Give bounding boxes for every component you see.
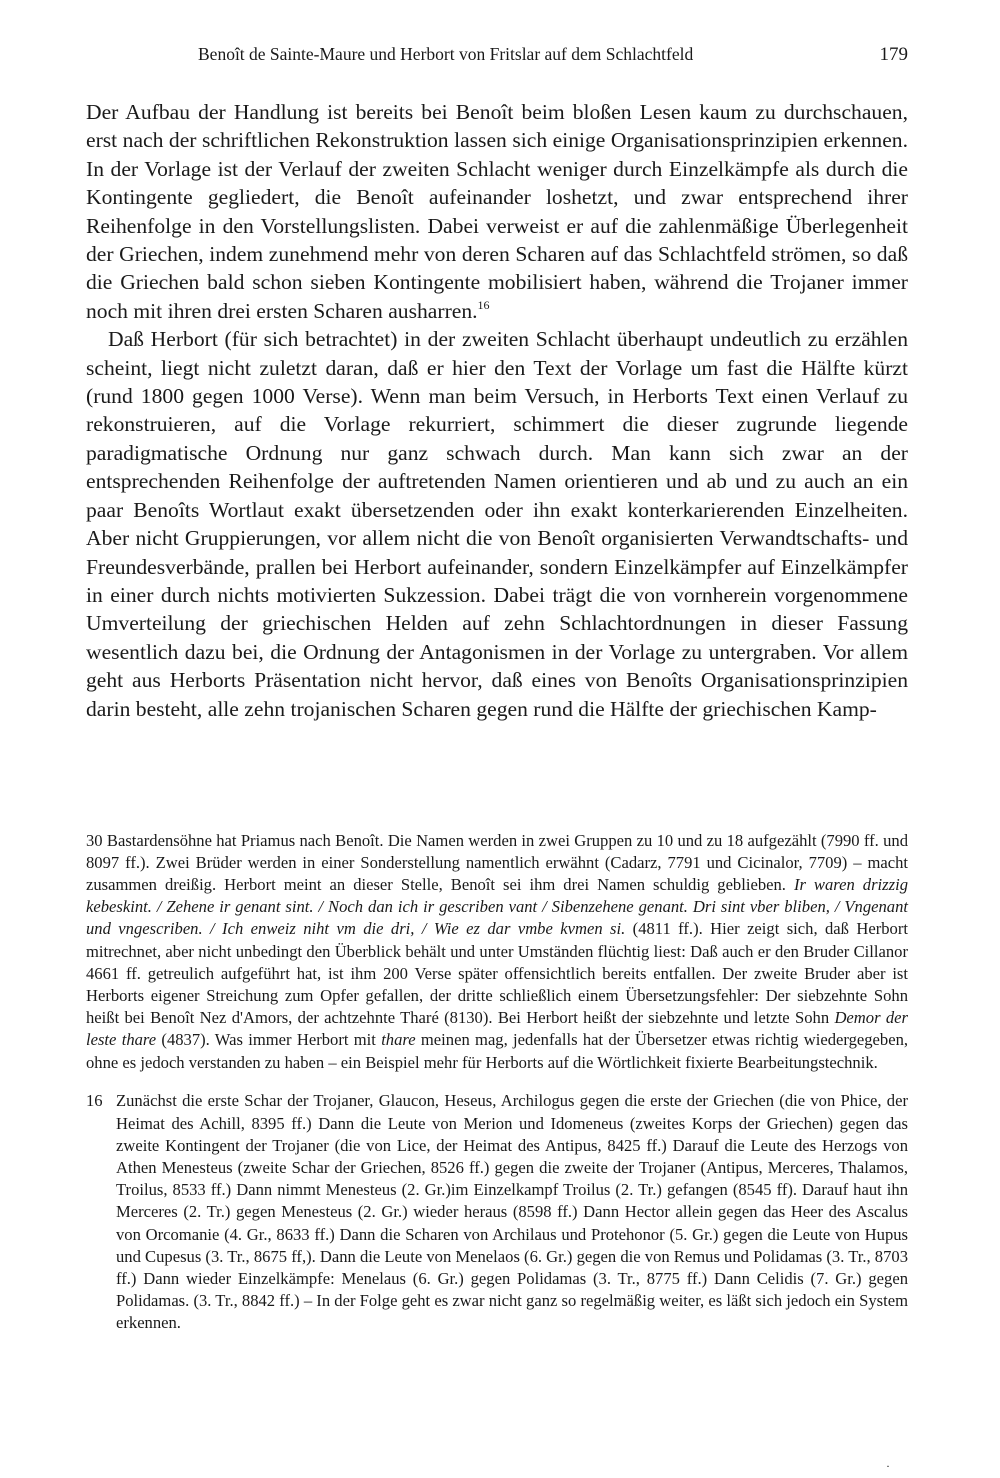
paragraph-2: Daß Herbort (für sich betrachtet) in der zweiten Schlacht überhaupt undeutlich zu erzählen scheint, liegt nicht zuletzt daran, daß er hier den Text der Vorlage um fast die Hälfte kürzt (rund 1800 gegen 1000 Verse). Wenn man beim Versuch, in Herborts Text einen Verlauf zu rekonstruieren, auf die Vorlage rekurriert, schimmert die dieser zugrunde liegende paradigmatische Ordnung nur ganz schwach durch. Man kann sich zwar an der entsprechenden Reihenfolge der auftretenden Namen orientieren und ab und zu auch an ein paar Benoîts Wortlaut exakt übersetzenden oder ihn exakt konterkarierenden Einzelheiten. Aber nicht Gruppierungen, vor allem nicht die von Benoît organisierten Verwandtschafts- und Freundesverbände, prallen bei Herbort aufeinander, sondern Einzelkämpfer auf Einzelkämpfer in einer durch nichts motivierten Sukzession. Dabei trägt die von vornherein vorgenommene Umverteilung der griechischen Helden auf zehn Schlachtordnungen in dieser Fassung wesentlich dazu bei, die Ordnung der Antagonismen in der Vorlage zu untergraben. Vor allem geht aus Herborts Präsentation nicht hervor, daß eines von Benoîts Organisationsprinzipien darin besteht, alle zehn trojanischen Scharen gegen rund die Hälfte der griechischen Kamp- — [86, 327, 908, 721]
footnote-reference: 16 — [477, 297, 490, 312]
footnote-30-quote: Ir waren drizzig kebeskint. / Zehene ir genant sint. / Noch dan ich ir gescriben vant / Sibenzehene genant. Dri sint vber bliben, / Vngenant und vngescriben. / Ich enweiz niht vm die dri, / Wie ez dar vmbe kvmen si. — [86, 875, 908, 939]
footnote-16-text: Zunächst die erste Schar der Trojaner, Glaucon, Heseus, Archilogus gegen die erste der Griechen (die von Phice, der Heimat des Achill, 8395 ff.) Dann die Leute von Merion und Idomeneus (zweites Korps der Griechen) gegen das zweite Kontingent der Trojaner (die von Lice, der Heimat des Antipus, 8425 ff.) Darauf die Leute des Herzogs von Athen Menesteus (zweite Schar der Griechen, 8526 ff.) gegen die zweite der Trojaner (Antipus, Merceres, Thalamos, Troilus, 8533 ff.) Dann nimmt Menesteus (2. Gr.)im Einzelkampf Troilus (2. Tr.) gefangen (8545 ff). Darauf haut ihn Merceres (2. Tr.) gegen Menesteus (2. Gr.) wieder heraus (8598 ff.) Dann Hector allein gegen das Heer des Ascalus von Orcomanie (4. Gr., 8633 ff.) Dann die Scharen von Archilaus und Protehonor (5. Gr.) gegen die Leute von Hupus und Cupesus (3. Tr., 8675 ff,). Dann die Leute von Menelaos (6. Gr.) gegen die von Remus und Polidamas (3. Tr., 8703 ff.) Dann wieder Einzelkämpfe: Menelaus (6. Gr.) gegen Polidamas (3. Tr., 8775 ff.) Dann Celidis (7. Gr.) gegen Polidamas. (3. Tr., 8842 ff.) – In der Folge geht es zwar nicht ganz so regelmäßig weiter, es läßt sich jedoch ein System erkennen. — [116, 1091, 908, 1333]
footnote-30-text-d: meinen mag, jedenfalls hat der Übersetzer etwas richtig wiedergegeben, ohne es jedoch verstanden zu haben – ein Beispiel mehr für Herborts auf die Wörtlichkeit fixierte Bearbeitungstechnik. — [86, 1030, 909, 1072]
paragraph-1-text: Der Aufbau der Handlung ist bereits bei Benoît beim bloßen Lesen kaum zu durchschauen, erst nach der schriftlichen Rekonstruktion lassen sich einige Organisationsprinzipien erkennen. In der Vorlage ist der Verlauf der zweiten Schlacht weniger durch Einzelkämpfe als durch die Kontingente gegliedert, die Benoît aufeinander loshetzt, und zwar entsprechend ihrer Reihenfolge in den Vorstellungslisten. Dabei verweist er auf die zahlenmäßige Überlegenheit der Griechen, indem zunehmend mehr von deren Scharen auf das Schlachtfeld strömen, so daß die Griechen bald schon sieben Kontingente mobilisiert haben, während die Trojaner immer noch mit ihren drei ersten Scharen ausharren. — [86, 100, 908, 323]
footnote-30-text-a: 30 Bastardensöhne hat Priamus nach Benoît. Die Namen werden in zwei Gruppen zu 10 und zu 18 aufgezählt (7990 ff. und 8097 ff.). Zwei Brüder werden in einer Sonderstellung namentlich erwähnt (Cadarz, 7791 und Cicinalor, 7709) – macht zusammen dreißig. Herbort meint an dieser Stelle, Benoît sei ihm drei Namen schuldig geblieben. — [86, 830, 908, 894]
footnote-30-quote-2: Demor der leste thare — [86, 1008, 908, 1050]
footnote-30-text-b: (4811 ff.). Hier zeigt sich, daß Herbort mitrechnet, aber nicht unbedingt den Überblick behält und unter Umständen flüchtig liest: Daß auch er den Bruder Cillanor 4661 ff. getreulich aufgeführt hat, ist ihm 200 Verse später offensichtlich bereits entfallen. Der zweite Bruder aber ist Herborts eigener Streichung zum Opfer gefallen, der dritte schließlich einem Übersetzungsfehler: Der siebzehnte Sohn heißt bei Benoît Nez d'Amors, der achtzehnte Tharé (8130). Bei Herbort heißt der siebzehnte und letzte Sohn — [86, 919, 908, 1028]
running-title: Benoît de Sainte-Maure und Herbort von Fritslar auf dem Schlachtfeld — [198, 44, 694, 64]
footnote-16 — [86, 1090, 908, 1334]
footnote-30 — [86, 830, 908, 1074]
page-number: 179 — [879, 44, 908, 65]
main-text — [86, 98, 908, 723]
print-mark: · — [886, 1459, 890, 1473]
footnote-16-number: 16 — [86, 1091, 103, 1111]
footnote-30-quote-3: thare — [381, 1030, 416, 1050]
running-head — [88, 44, 908, 74]
paragraph-1 — [86, 98, 908, 325]
footnotes — [86, 813, 908, 1335]
footnote-30-text-c: (4837). Was immer Herbort mit — [156, 1030, 382, 1050]
